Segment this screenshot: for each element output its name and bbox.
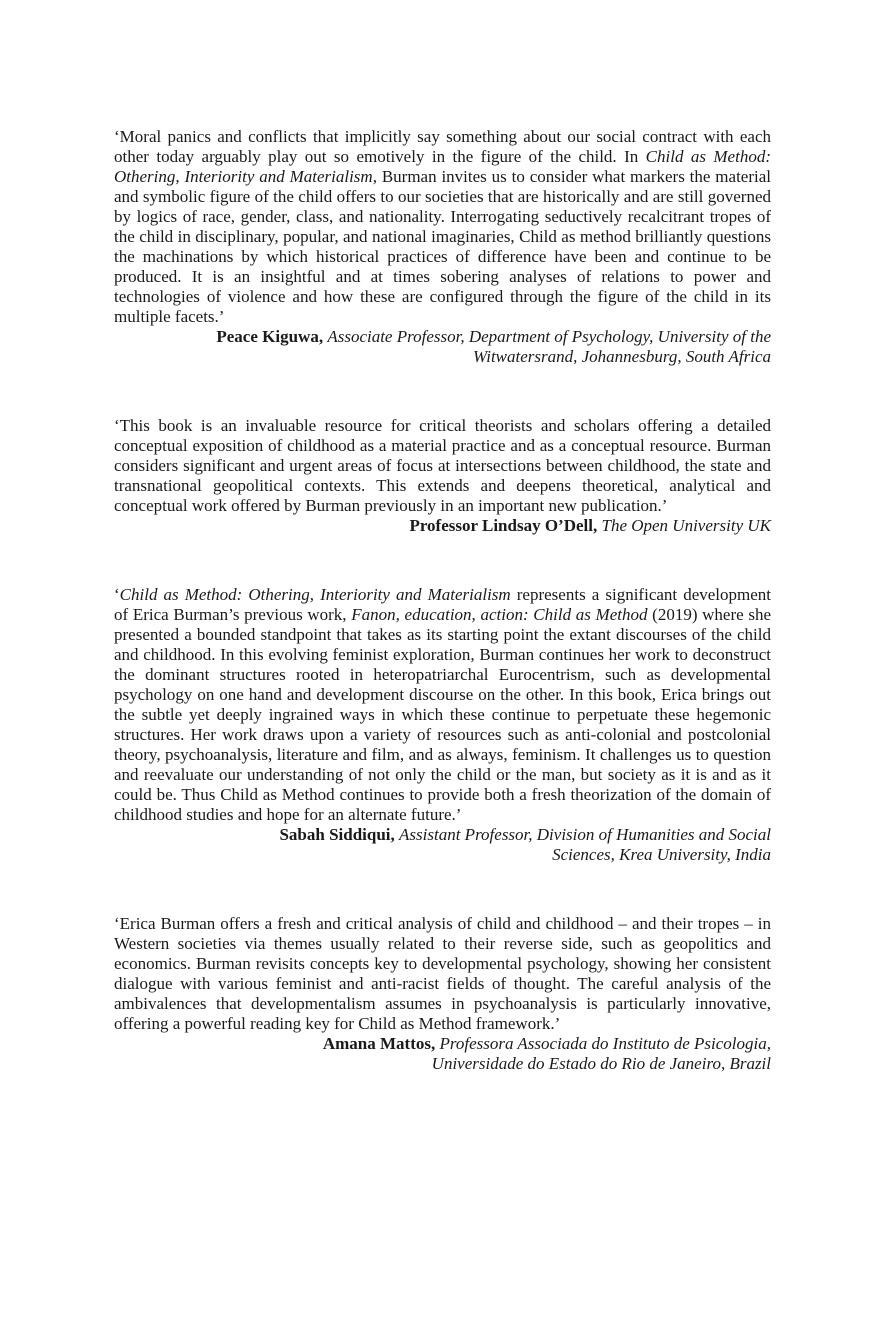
endorsement-odell bbox=[114, 416, 771, 536]
endorser-name: Amana Mattos, bbox=[322, 1034, 436, 1053]
endorsement-quote: ‘Erica Burman offers a fresh and critical analysis of child and childhood – and their tropes – in Western societies via themes usually related to their reverse side, such as geopolitics and economics. Burman revisits concepts key to developmental psychology, showing her consistent dialogue with various feminist and anti-racist fields of thought. The careful analysis of the ambivalences that developmentalism assumes in psychoanalysis is particularly innovative, offering a powerful reading key for Child as Method framework.’ bbox=[114, 914, 771, 1033]
endorsement-siddiqui bbox=[114, 585, 771, 865]
endorser-affiliation: Assistant Professor, Division of Humanities and Social Sciences, Krea University, India bbox=[399, 825, 771, 864]
endorsement-mattos bbox=[114, 914, 771, 1074]
endorsements-page bbox=[114, 127, 771, 1074]
endorser-name: Peace Kiguwa, bbox=[216, 327, 324, 346]
endorser-name: Sabah Siddiqui, bbox=[279, 825, 395, 844]
endorser-affiliation: Associate Professor, Department of Psychology, University of the Witwatersrand, Johannesburg, South Africa bbox=[327, 327, 771, 366]
endorser-affiliation: Professora Associada do Instituto de Psicologia, Universidade do Estado do Rio de Janeiro, Brazil bbox=[431, 1034, 771, 1073]
endorsement-quote: ‘Moral panics and conflicts that implicitly say something about our social contract with each other today arguably play out so emotively in the figure of the child. In Child as Method: Othering, Interiority and Materialism, Burman invites us to consider what markers the material and symbolic figure of the child offers to our societies that are historically and are still governed by logics of race, gender, class, and nationality. Interrogating seductively recalcitrant tropes of the child in disciplinary, popular, and national imaginaries, Child as method brilliantly questions the machinations by which historical practices of difference have been and continue to be produced. It is an insightful and at times sobering analyses of relations to power and technologies of violence and how these are configured through the figure of the child in its multiple facets.’ bbox=[114, 127, 771, 326]
endorsement-attribution bbox=[114, 327, 771, 367]
book-title: Child as Method: Othering, Interiority and Materialism bbox=[114, 147, 771, 186]
endorsement-kiguwa bbox=[114, 127, 771, 367]
book-title: Child as Method: Othering, Interiority and Materialism bbox=[119, 585, 511, 604]
endorsement-attribution bbox=[114, 516, 771, 536]
book-title: Fanon, education, action: Child as Method bbox=[351, 605, 648, 624]
endorser-name: Professor Lindsay O’Dell, bbox=[409, 516, 598, 535]
endorser-affiliation: The Open University UK bbox=[601, 516, 771, 535]
endorsement-quote: ‘This book is an invaluable resource for critical theorists and scholars offering a detailed conceptual exposition of childhood as a material practice and as a conceptual resource. Burman considers significant and urgent areas of focus at intersections between childhood, the state and transnational geopolitical contexts. This extends and deepens theoretical, analytical and conceptual work offered by Burman previously in an important new publication.’ bbox=[114, 416, 771, 515]
endorsement-attribution bbox=[114, 825, 771, 865]
endorsement-quote: ‘Child as Method: Othering, Interiority and Materialism represents a significant development of Erica Burman’s previous work, Fanon, education, action: Child as Method (2019) where she presented a bounded standpoint that takes as its starting point the extant discourses of the child and childhood. In this evolving feminist exploration, Burman continues her work to deconstruct the dominant structures rooted in heteropatriarchal Eurocentrism, such as developmental psychology on one hand and development discourse on the other. In this book, Erica brings out the subtle yet deeply ingrained ways in which these continue to perpetuate these hegemonic structures. Her work draws upon a variety of resources such as anti-colonial and postcolonial theory, psychoanalysis, literature and film, and as always, feminism. It challenges us to question and reevaluate our understanding of not only the child or the man, but society as it is and as it could be. Thus Child as Method continues to provide both a fresh theorization of the domain of childhood studies and hope for an alternate future.’ bbox=[114, 585, 772, 824]
endorsement-attribution bbox=[114, 1034, 771, 1074]
